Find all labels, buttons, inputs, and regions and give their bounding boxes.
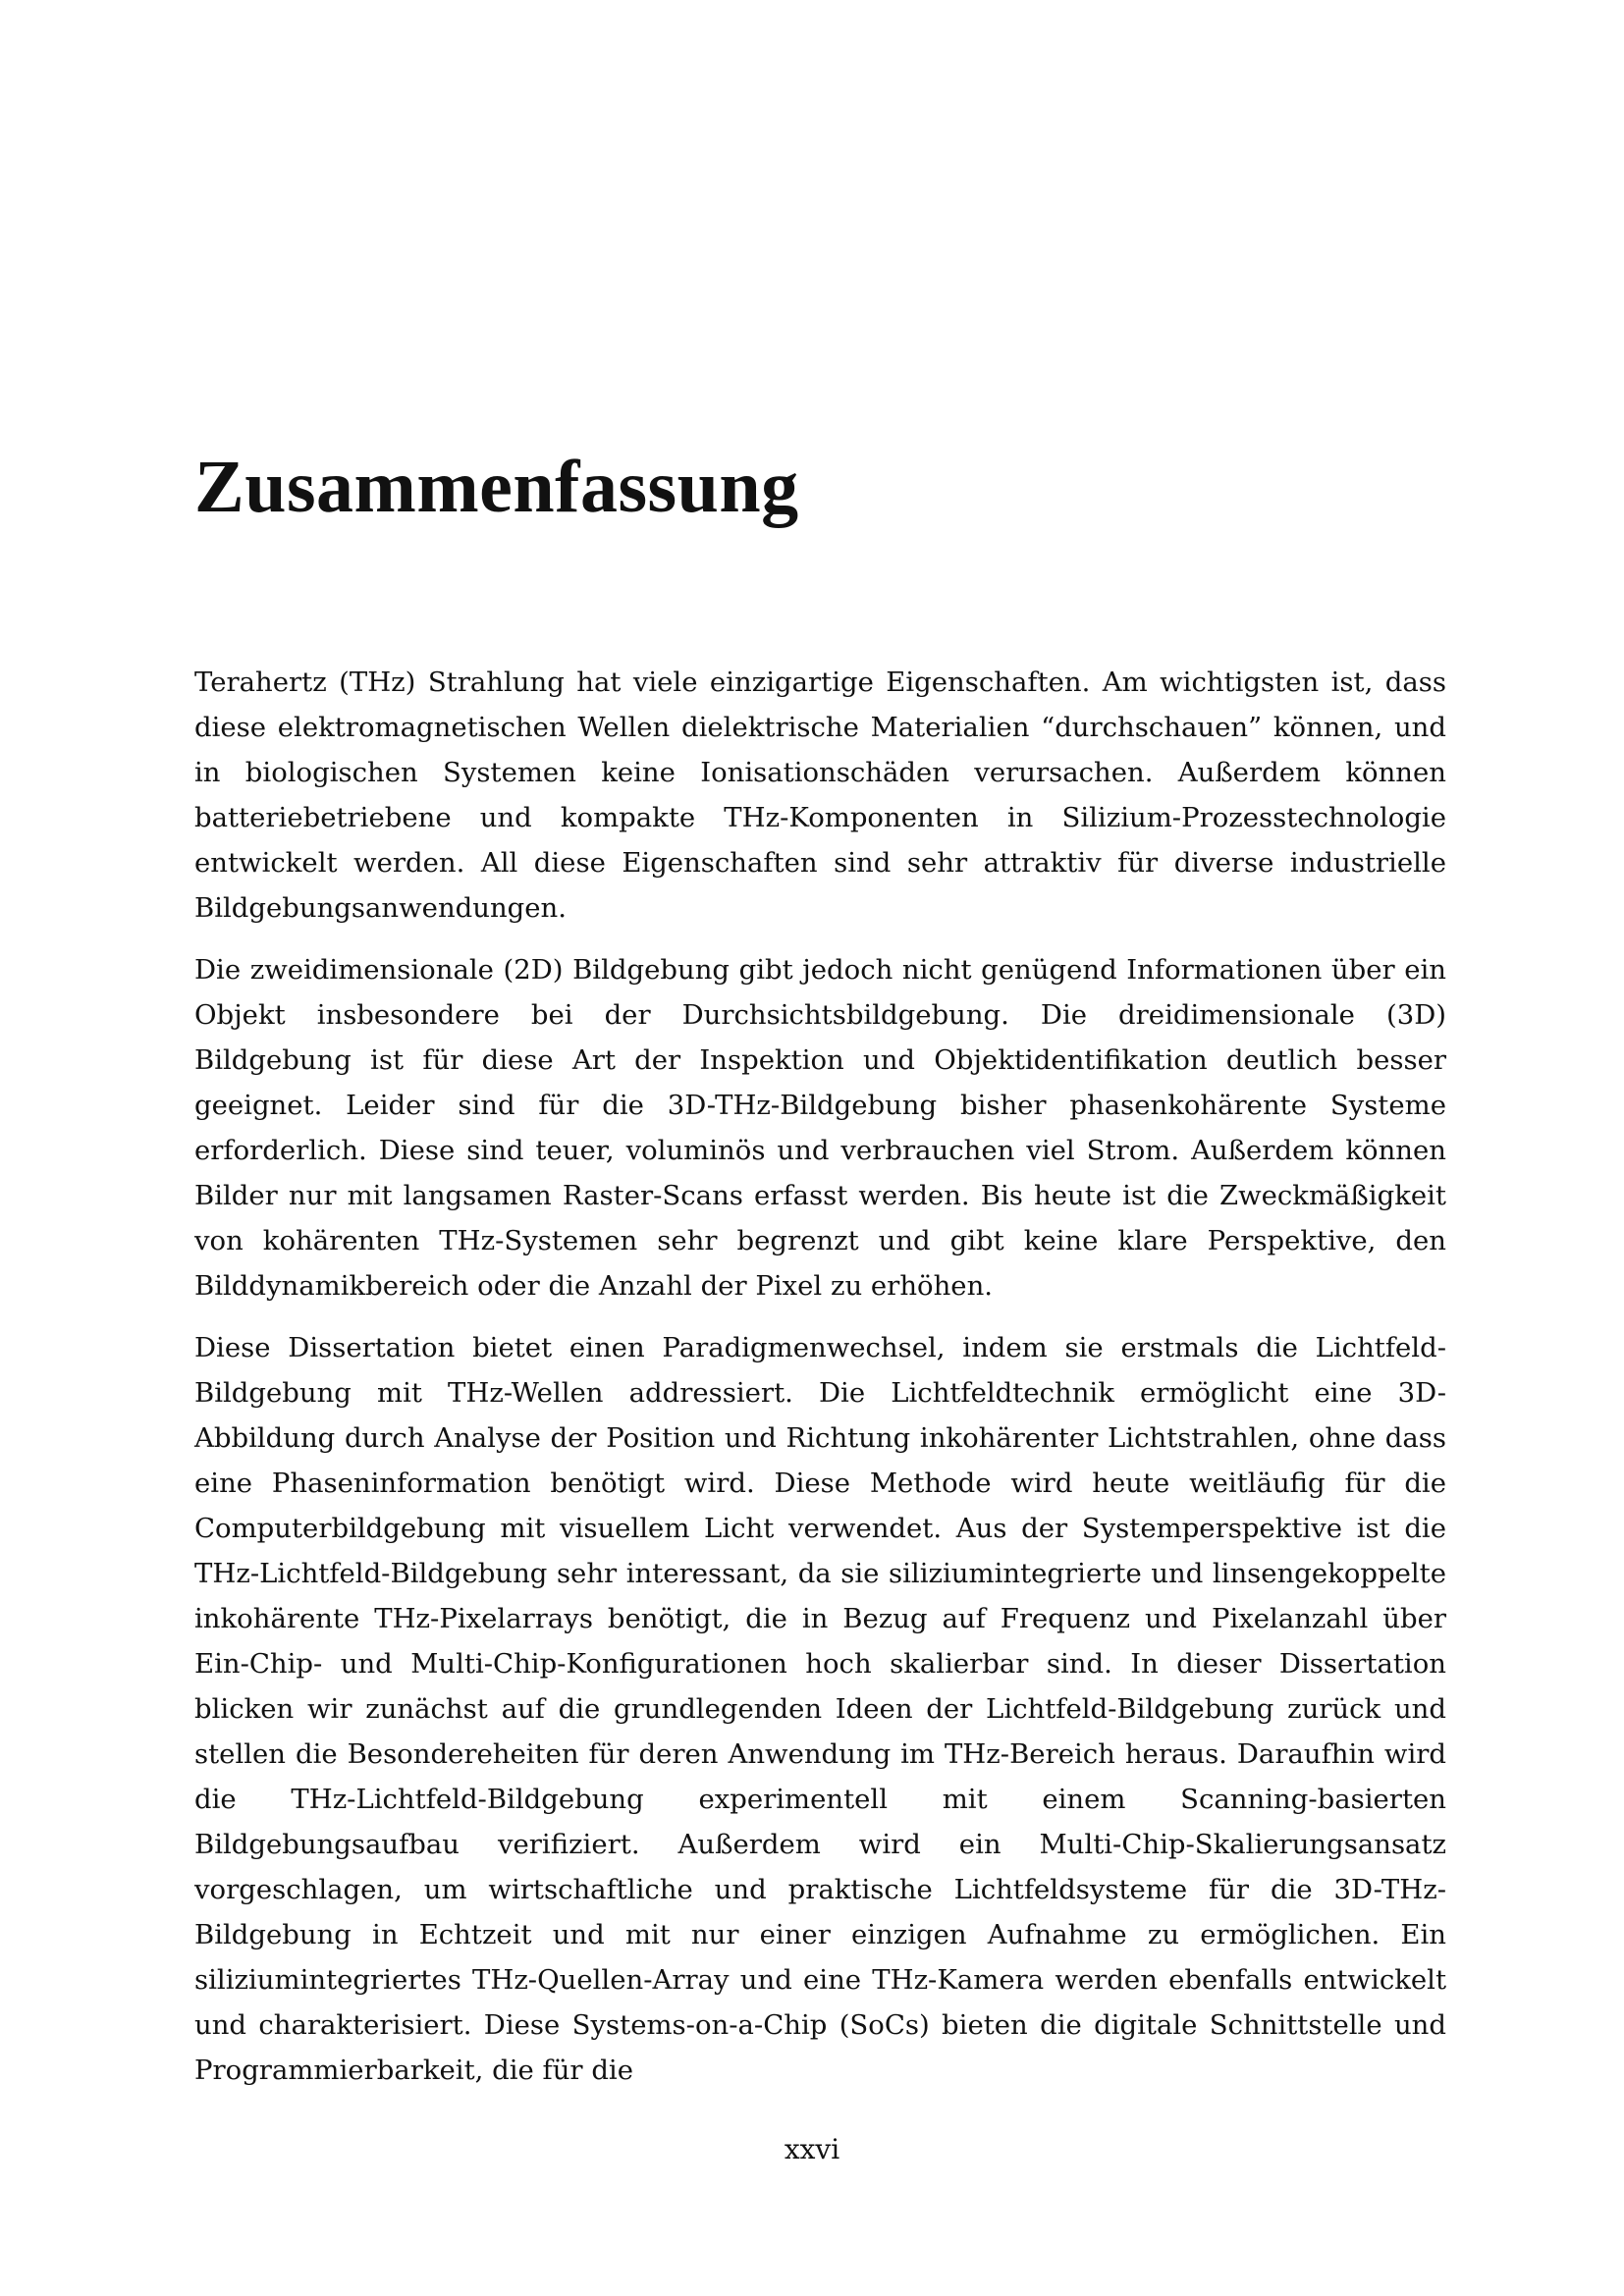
body-text [194, 660, 1446, 2109]
chapter-title: Zusammenfassung [194, 446, 799, 528]
paragraph-2: Die zweidimensionale (2D) Bildgebung gibt jedoch nicht genügend Informationen über ein Objekt insbesondere bei der Durchsichtsbildgebung. Die dreidimensionale (3D) Bildgebung ist für diese Art der Inspektion und Objektidentifikation deutlich besser geeignet. Leider sind für die 3D-THz-Bildgebung bisher phasenkohärente Systeme erforderlich. Diese sind teuer, voluminös und verbrauchen viel Strom. Außerdem können Bilder nur mit langsamen Raster-Scans erfasst werden. Bis heute ist die Zweckmäßigkeit von kohärenten THz-Systemen sehr begrenzt und gibt keine klare Perspektive, den Bilddynamikbereich oder die Anzahl der Pixel zu erhöhen. [194, 954, 1446, 1302]
paragraph-3: Diese Dissertation bietet einen Paradigmenwechsel, indem sie erstmals die Lichtfeld-Bildgebung mit THz-Wellen addressiert. Die Lichtfeldtechnik ermöglicht eine 3D-Abbildung durch Analyse der Position und Richtung inkohärenter Lichtstrahlen, ohne dass eine Phaseninformation benötigt wird. Diese Methode wird heute weitläufig für die Computerbildgebung mit visuellem Licht verwendet. Aus der Systemperspektive ist die THz-Lichtfeld-Bildgebung sehr interessant, da sie siliziumintegrierte und linsengekoppelte inkohärente THz-Pixelarrays benötigt, die in Bezug auf Frequenz und Pixelanzahl über Ein-Chip- und Multi-Chip-Konfigurationen hoch skalierbar sind. In dieser Dissertation blicken wir zunächst auf die grundlegenden Ideen der Lichtfeld-Bildgebung zurück und stellen die Besondereheiten für deren Anwendung im THz-Bereich heraus. Daraufhin wird die THz-Lichtfeld-Bildgebung experimentell mit einem Scanning-basierten Bildgebungsaufbau verifiziert. Außerdem wird ein Multi-Chip-Skalierungsansatz vorgeschlagen, um wirtschaftliche und praktische Lichtfeldsysteme für die 3D-THz-Bildgebung in Echtzeit und mit nur einer einzigen Aufnahme zu ermöglichen. Ein siliziumintegriertes THz-Quellen-Array und eine THz-Kamera werden ebenfalls entwickelt und charakterisiert. Diese Systems-on-a-Chip (SoCs) bieten die digitale Schnittstelle und Programmierbarkeit, die für die [194, 1332, 1446, 2086]
page-number: xxvi [784, 2133, 840, 2165]
paragraph-1: Terahertz (THz) Strahlung hat viele einzigartige Eigenschaften. Am wichtigsten ist, dass diese elektromagnetischen Wellen dielektrische Materialien “durchschauen” können, und in biologischen Systemen keine Ionisationschäden verursachen. Außerdem können batteriebetriebene und kompakte THz-Komponenten in Silizium-Prozesstechnologie entwickelt werden. All diese Eigenschaften sind sehr attraktiv für diverse industrielle Bildgebungsanwendungen. [194, 667, 1446, 924]
